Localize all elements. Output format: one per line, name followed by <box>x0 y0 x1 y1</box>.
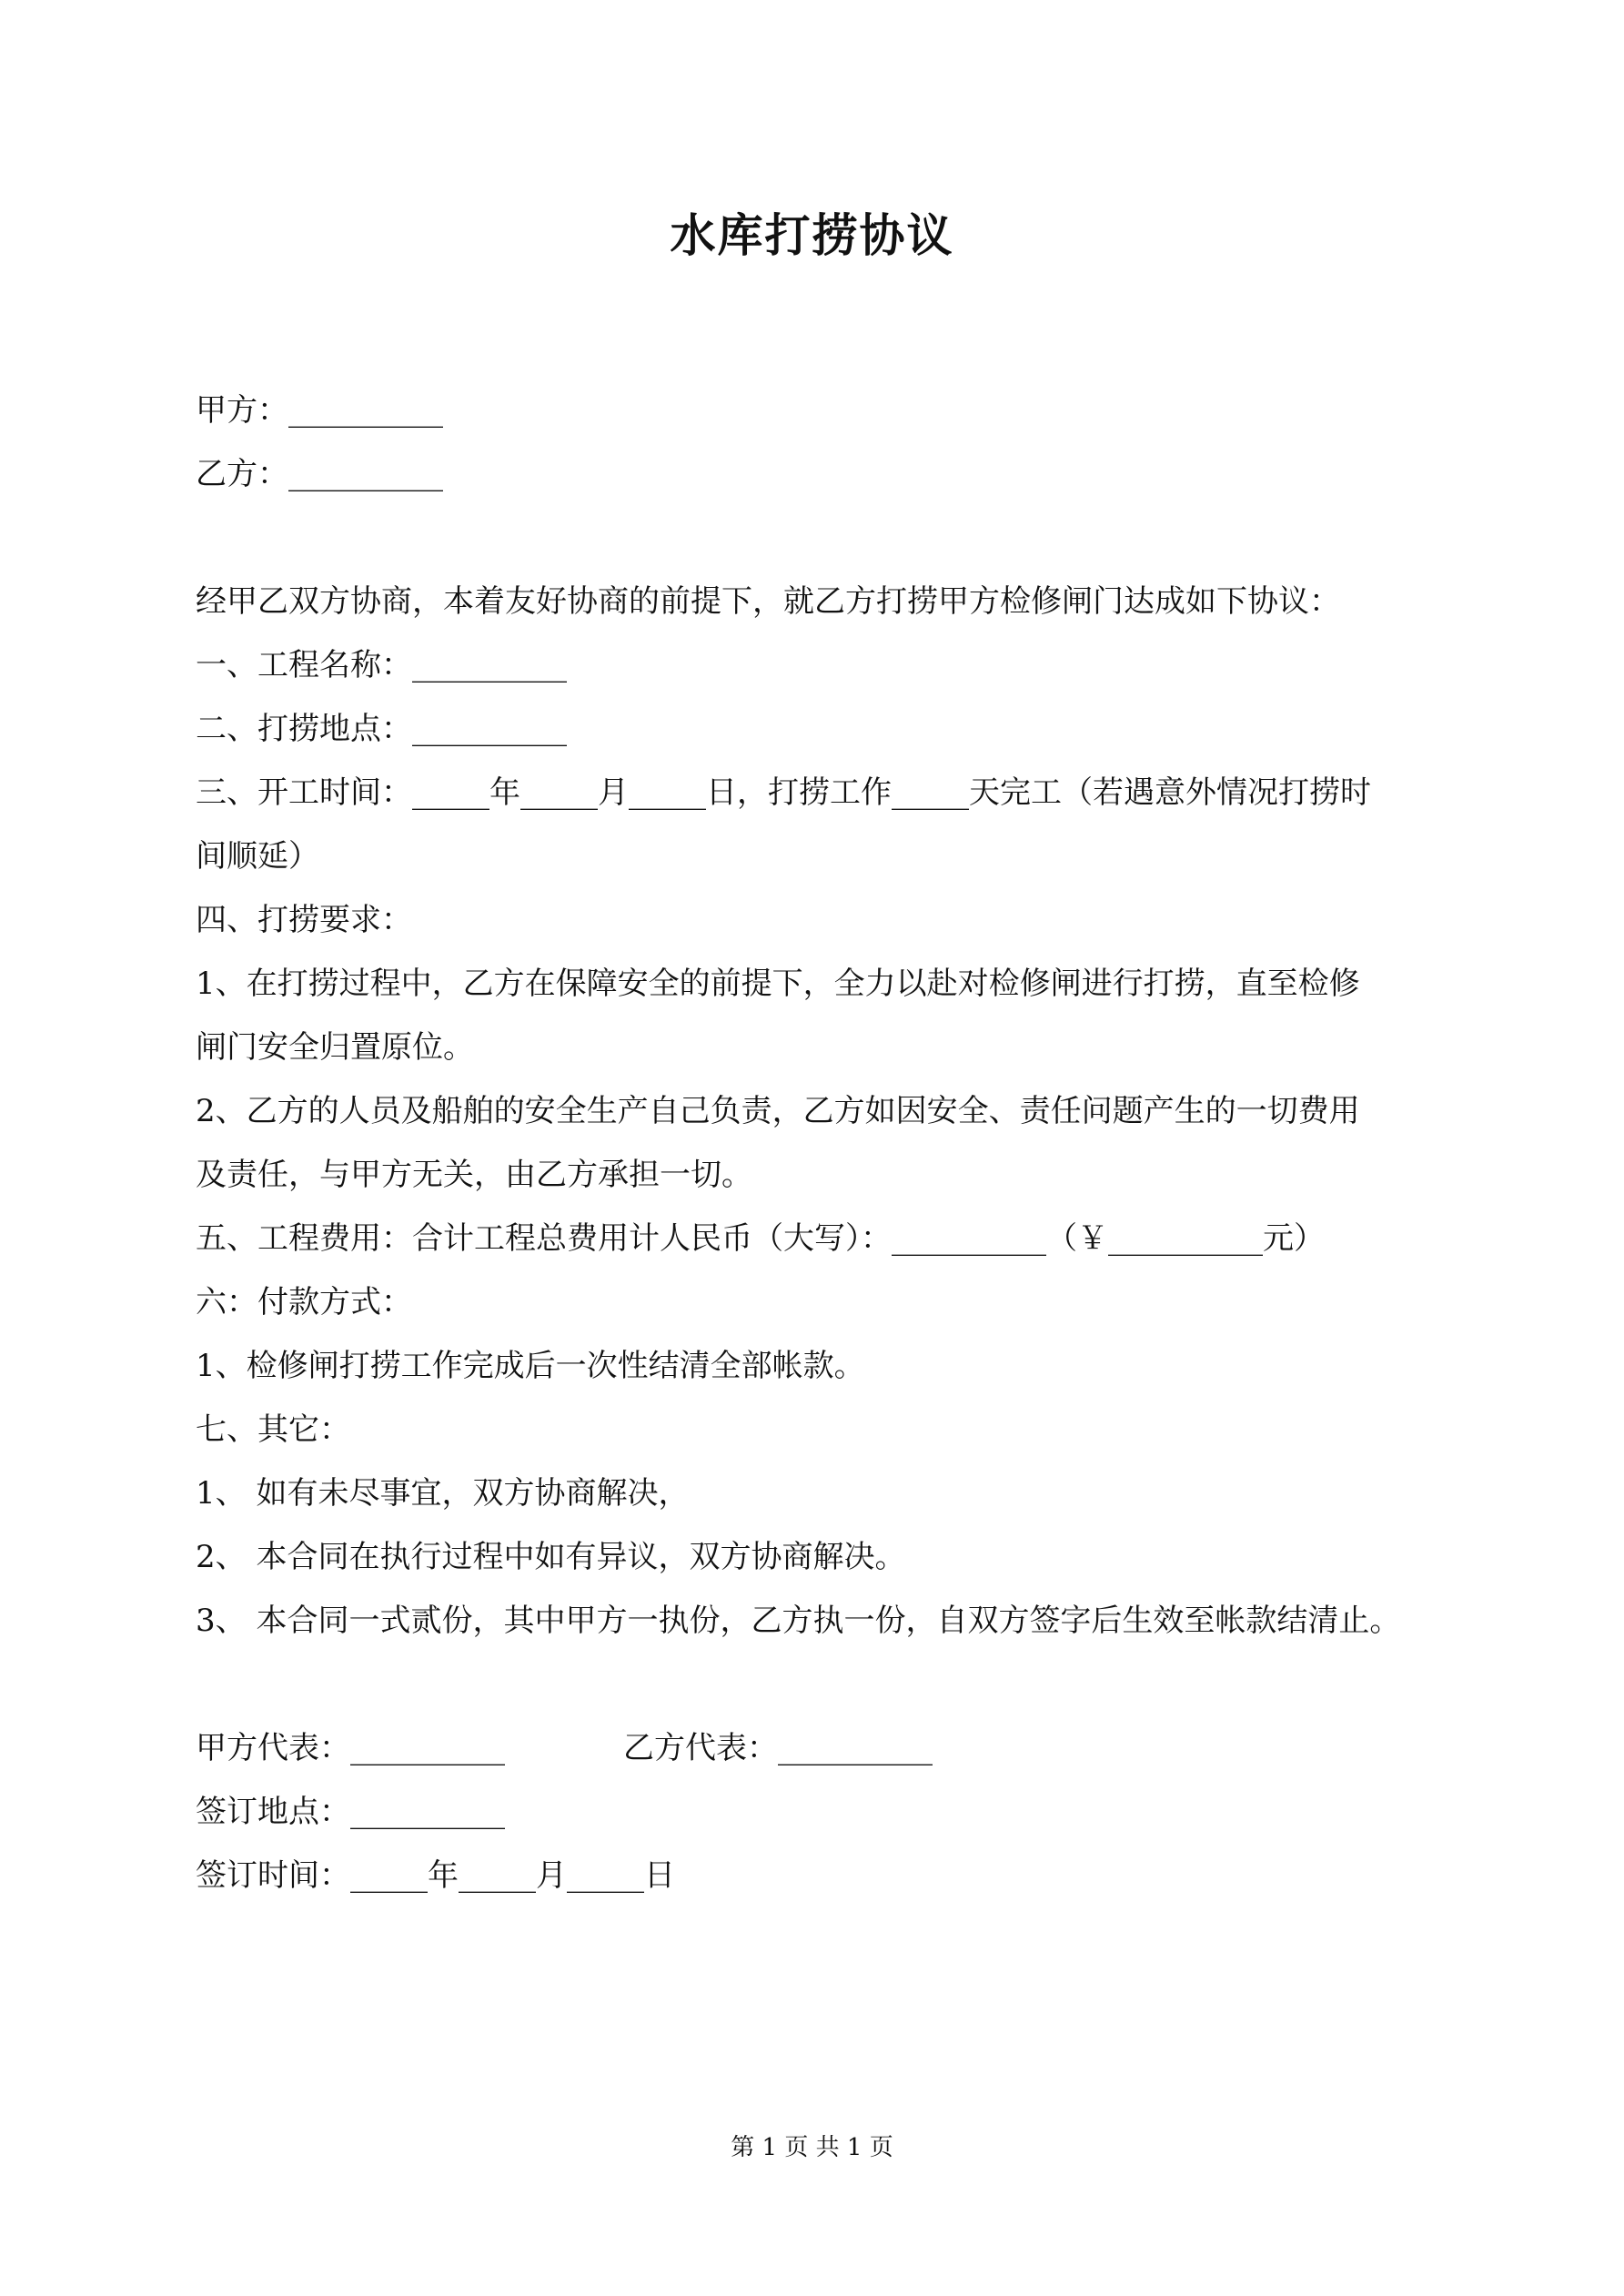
start-time-line-continued: 间顺延） <box>196 838 319 875</box>
page-number-footer: 第 1 页 共 1 页 <box>731 2134 893 2161</box>
requirement-1-line: 1、在打捞过程中，乙方在保障安全的前提下，全力以赴对检修闸进行打捞，直至检修 <box>196 966 1360 1002</box>
other-item-1: 1、 如有未尽事宜，双方协商解决， <box>196 1475 690 1512</box>
payment-item-1: 1、检修闸打捞工作完成后一次性结清全部帐款。 <box>196 1348 865 1384</box>
party-b-representative: 乙方代表：__________ <box>623 1730 933 1766</box>
spacer <box>196 1653 1442 1716</box>
requirement-1-line-continued: 闸门安全归置原位。 <box>196 1029 474 1066</box>
start-time-line: 三、开工时间：_____年_____月_____日，打捞工作_____天完工（若遇意外情况打捞时 <box>196 774 1371 811</box>
requirement-2-line-continued: 及责任，与甲方无关，由乙方承担一切。 <box>196 1157 752 1193</box>
document-title: 水库打捞协议 <box>670 208 954 262</box>
party-b-line: 乙方：__________ <box>196 456 443 492</box>
signing-time-line: 签订时间：_____年_____月_____日 <box>196 1857 675 1894</box>
payment-heading: 六：付款方式： <box>196 1284 412 1320</box>
representatives-row <box>196 1716 1442 1780</box>
document-body <box>196 379 1442 1907</box>
other-item-3: 3、 本合同一式贰份，其中甲方一执份，乙方执一份，自双方签字后生效至帐款结清止。 <box>196 1603 1401 1639</box>
spacer <box>196 506 1442 570</box>
requirement-2-line: 2、乙方的人员及船舶的安全生产自己负责，乙方如因安全、责任问题产生的一切费用 <box>196 1093 1360 1129</box>
signing-place-line: 签订地点：__________ <box>196 1794 505 1830</box>
party-a-line: 甲方：__________ <box>196 392 443 429</box>
other-item-2: 2、 本合同在执行过程中如有异议，双方协商解决。 <box>196 1539 906 1575</box>
project-name-line: 一、工程名称：__________ <box>196 647 567 683</box>
requirements-heading: 四、打捞要求： <box>196 902 412 938</box>
other-heading: 七、其它： <box>196 1411 350 1448</box>
intro-paragraph: 经甲乙双方协商，本着友好协商的前提下，就乙方打捞甲方检修闸门达成如下协议： <box>196 583 1340 620</box>
project-cost-line: 五、工程费用：合计工程总费用计人民币（大写）：__________（￥__________元） <box>196 1220 1325 1257</box>
party-a-representative: 甲方代表：__________ <box>196 1730 505 1766</box>
salvage-location-line: 二、打捞地点：__________ <box>196 711 567 747</box>
